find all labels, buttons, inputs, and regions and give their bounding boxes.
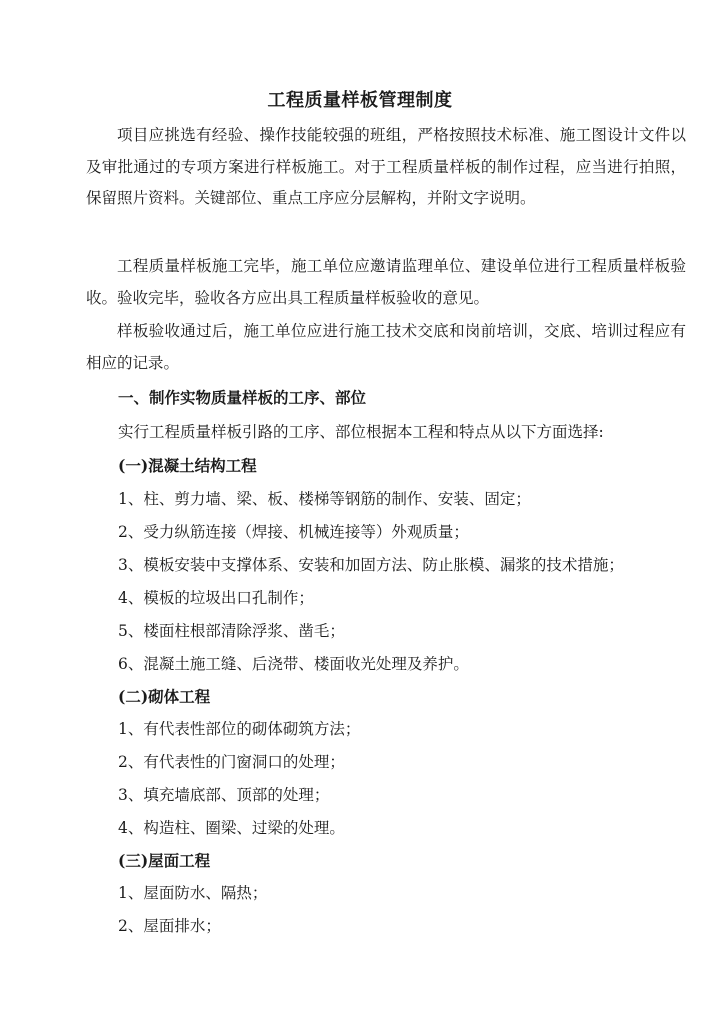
list-item: 3、模板安装中支撑体系、安装和加固方法、防止胀模、漏浆的技术措施； xyxy=(118,556,624,574)
subsection-heading-roofing: (三)屋面工程 xyxy=(118,851,211,870)
list-item: 4、构造柱、圈梁、过梁的处理。 xyxy=(118,819,345,837)
list-item: 4、模板的垃圾出口孔制作； xyxy=(118,589,314,607)
list-item: 2、受力纵筋连接（焊接、机械连接等）外观质量； xyxy=(118,523,469,541)
paragraph-sample-construction: 项目应挑选有经验、操作技能较强的班组，严格按照技术标准、施工图设计文件以及审批通过的专项方案进行样板施工。对于工程质量样板的制作过程，应当进行拍照，保留照片资料。关键部位、重点工序应分层解构，并附文字说明。 xyxy=(86,126,686,207)
list-item: 2、有代表性的门窗洞口的处理； xyxy=(118,753,345,771)
list-item: 5、楼面柱根部清除浮浆、凿毛； xyxy=(118,622,345,640)
list-item: 1、有代表性部位的砌体砌筑方法； xyxy=(118,720,361,738)
subsection-heading-concrete: (一)混凝土结构工程 xyxy=(118,456,257,475)
subsection-heading-masonry: (二)砌体工程 xyxy=(118,687,211,706)
list-item: 6、混凝土施工缝、后浇带、楼面收光处理及养护。 xyxy=(118,655,469,673)
document-title: 工程质量样板管理制度 xyxy=(267,90,453,111)
section-heading: 一、制作实物质量样板的工序、部位 xyxy=(118,388,367,407)
list-item: 2、屋面排水； xyxy=(118,917,221,935)
list-item: 1、柱、剪力墙、梁、板、楼梯等钢筋的制作、安装、固定； xyxy=(118,490,531,508)
list-item: 1、屋面防水、隔热； xyxy=(118,884,268,902)
list-item: 3、填充墙底部、顶部的处理； xyxy=(118,786,330,804)
paragraph-technical-briefing: 样板验收通过后，施工单位应进行施工技术交底和岗前培训，交底、培训过程应有相应的记录。 xyxy=(86,322,686,372)
section-intro: 实行工程质量样板引路的工序、部位根据本工程和特点从以下方面选择: xyxy=(118,423,604,441)
paragraph-sample-acceptance: 工程质量样板施工完毕，施工单位应邀请监理单位、建设单位进行工程质量样板验收。验收完毕，验收各方应出具工程质量样板验收的意见。 xyxy=(86,257,686,307)
